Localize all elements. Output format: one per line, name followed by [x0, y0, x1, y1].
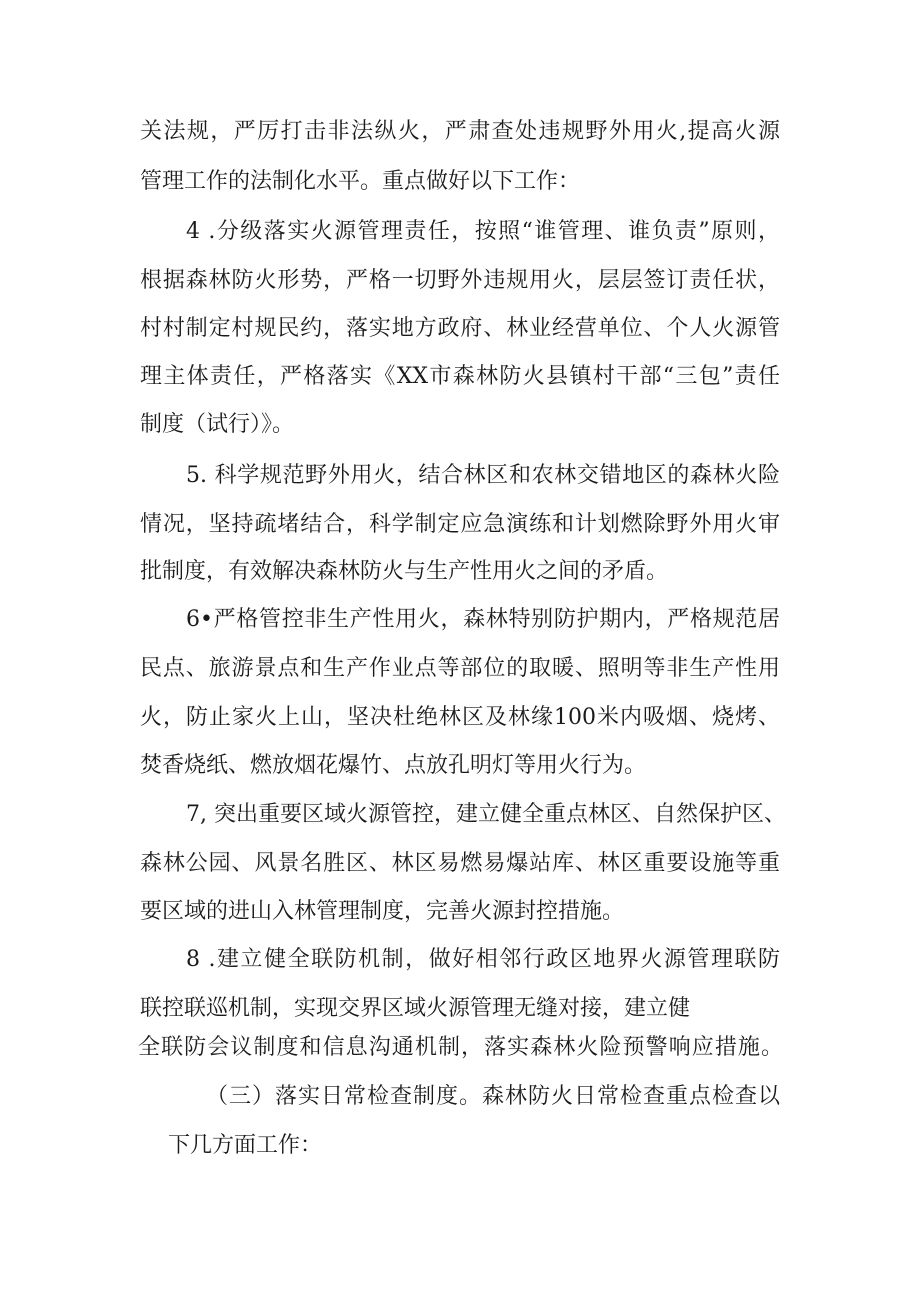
paragraph-line: 森林公园、风景名胜区、林区易燃易爆站库、林区重要设施等重 — [140, 851, 780, 876]
paragraph-line: 联控联巡机制，实现交界区域火源管理无缝对接，建立健 — [140, 996, 691, 1021]
paragraph-line: 8 .建立健全联防机制，做好相邻行政区地界火源管理联防 — [186, 947, 780, 972]
paragraph-line: 要区域的进山入林管理制度，完善火源封控措施。 — [140, 899, 625, 924]
paragraph-line: 5. 科学规范野外用火，结合林区和农林交错地区的森林火险 — [186, 463, 780, 488]
section-heading-line: （三）落实日常检查制度。森林防火日常检查重点检查以 — [206, 1084, 780, 1109]
paragraph-line: 批制度，有效解决森林防火与生产性用火之间的矛盾。 — [140, 559, 669, 584]
paragraph-line: 4 .分级落实火源管理责任，按照“谁管理、谁负责”原则， — [186, 219, 780, 244]
paragraph-line: 7, 突出重要区域火源管控，建立健全重点林区、自然保护区、 — [186, 802, 786, 827]
section-heading-line: 下几方面工作： — [168, 1133, 323, 1158]
paragraph-line: 民点、旅游景点和生产作业点等部位的取暖、照明等非生产性用 — [140, 656, 780, 681]
paragraph-line: 村村制定村规民约，落实地方政府、林业经营单位、个人火源管 — [140, 316, 780, 341]
paragraph-line: 全联防会议制度和信息沟通机制，落实森林火险预警响应措施。 — [138, 1035, 783, 1060]
paragraph-line: 焚香烧纸、燃放烟花爆竹、点放孔明灯等用火行为。 — [140, 753, 647, 778]
paragraph-line: 管理工作的法制化水平。重点做好以下工作： — [140, 169, 581, 194]
paragraph-line: 根据森林防火形势，严格一切野外违规用火，层层签订责任状， — [140, 268, 780, 293]
paragraph-line: 制度（试行）》。 — [140, 412, 295, 437]
paragraph-line: 6•严格管控非生产性用火，森林特别防护期内，严格规范居 — [186, 607, 780, 632]
paragraph-line: 情况，坚持疏堵结合，科学制定应急演练和计划燃除野外用火审 — [140, 512, 780, 537]
paragraph-line: 关法规，严厉打击非法纵火，严肃查处违规野外用火,提高火源 — [140, 119, 780, 144]
paragraph-line: 理主体责任，严格落实《XX市森林防火县镇村干部“三包”责任 — [140, 364, 780, 389]
paragraph-line: 火，防止家火上山，坚决杜绝林区及林缘100米内吸烟、烧烤、 — [140, 705, 780, 730]
